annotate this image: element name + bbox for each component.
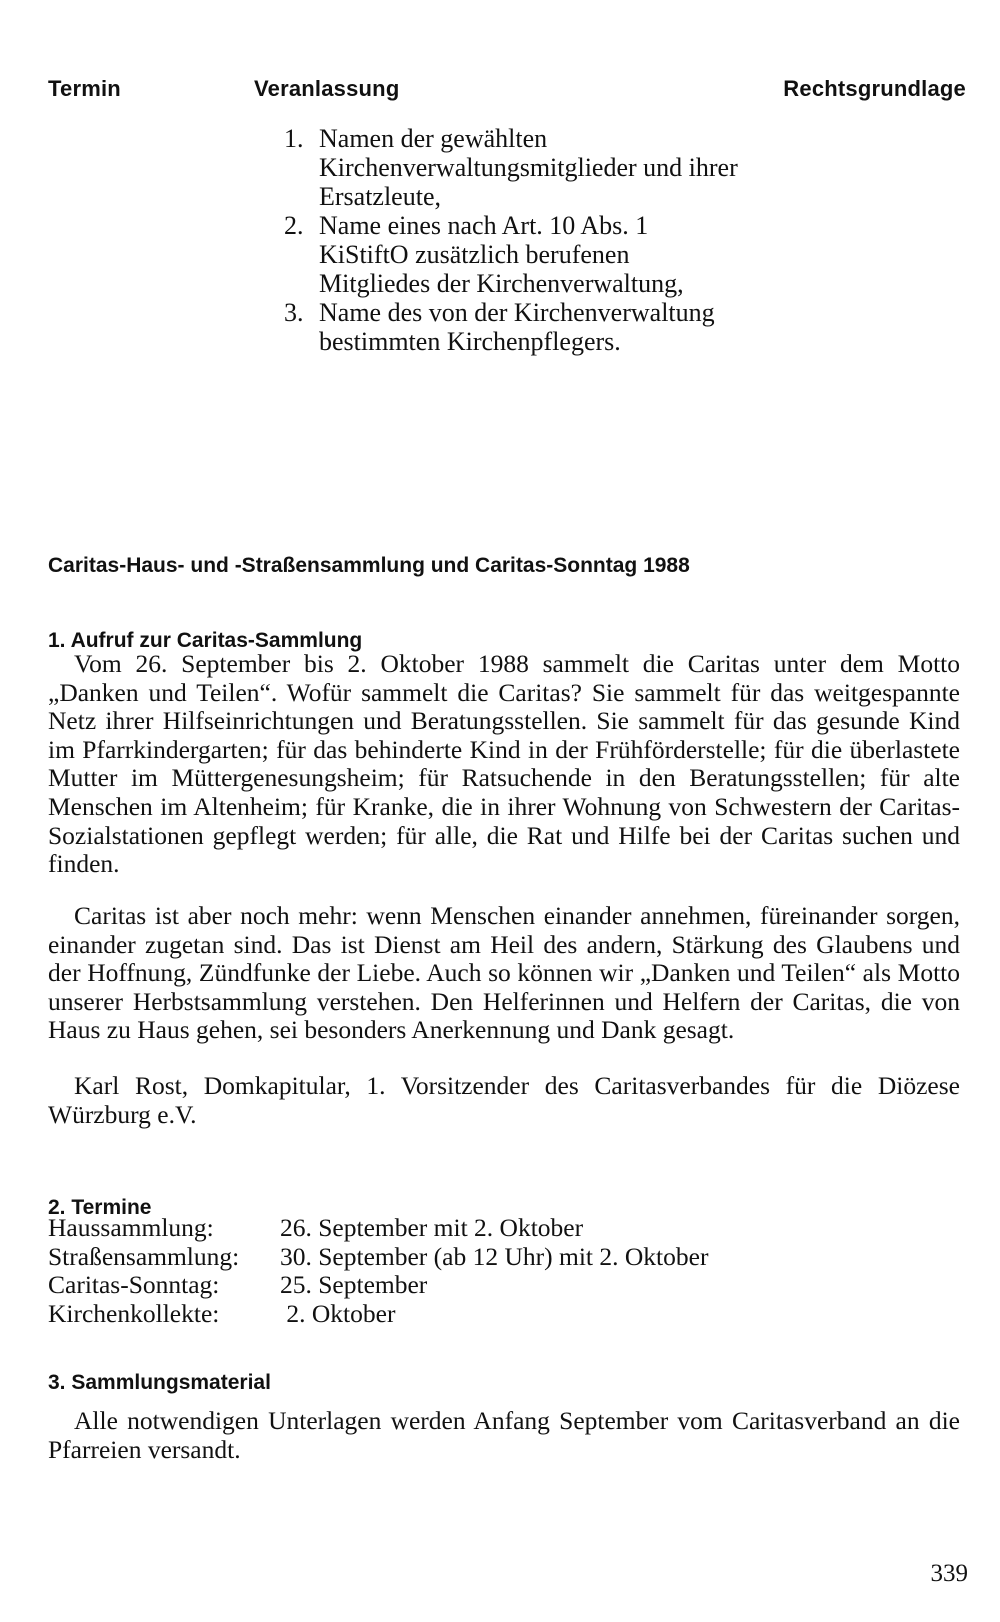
document-page (48, 0, 968, 1622)
table-row (48, 1271, 708, 1300)
table-row (48, 1214, 708, 1243)
heading-sammlungsmaterial: 3. Sammlungsmaterial (48, 1371, 271, 1394)
column-header-termin: Termin (48, 76, 121, 101)
termine-label: Caritas-Sonntag: (48, 1270, 220, 1300)
column-header-rechtsgrundlage: Rechtsgrundlage (783, 76, 966, 101)
termine-value: 26. September mit 2. Oktober (280, 1213, 584, 1242)
veranlassung-list (284, 124, 744, 356)
list-item-number: 2. (284, 211, 304, 240)
termine-label: Kirchenkollekte: (48, 1298, 220, 1328)
paragraph-aufruf-2: Caritas ist aber noch mehr: wenn Menschen einander annehmen, füreinander sorgen, einander zugetan sind. Das ist Dienst am Heil des andern, Stärkung des Glaubens und der Hoffnung, Zündfunke der Liebe. Auch so können wir „Danken und Teilen“ als Motto unserer Herbstsammlung verstehen. Den Helferinnen und Helfern der Caritas, die von Haus zu Haus gehen, sei besonders Anerkennung und Dank gesagt. (48, 901, 960, 1045)
list-item-text: Name eines nach Art. 10 Abs. 1 KiStiftO zusätzlich berufenen Mitgliedes der Kirchenverwaltung, (319, 211, 684, 298)
table-row (48, 1300, 708, 1329)
termine-value: 30. September (ab 12 Uhr) mit 2. Oktober (280, 1241, 709, 1271)
section-title: Caritas-Haus- und -Straßensammlung und Caritas-Sonntag 1988 (48, 554, 690, 577)
termine-label: Haussammlung: (48, 1213, 214, 1242)
page-number: 339 (930, 1560, 968, 1587)
heading-termine: 2. Termine (48, 1196, 152, 1219)
paragraph-aufruf-1: Vom 26. September bis 2. Oktober 1988 sammelt die Caritas unter dem Motto „Danken und Teilen“. Wofür sammelt die Caritas? Sie sammelt für das weitgespannte Netz ihrer Hilfseinrichtungen und Beratungsstellen. Sie sammelt für das gesunde Kind im Pfarrkindergarten; für das behinderte Kind in der Frühförderstelle; für die überlastete Mutter im Müttergenesungsheim; für Ratsuchende in den Beratungsstellen; für alte Menschen im Altenheim; für Kranke, die in ihrer Wohnung von Schwestern der Caritas-Sozialstationen gepflegt werden; für alle, die Rat und Hilfe bei der Caritas suchen und finden. (48, 649, 960, 879)
list-item (284, 298, 744, 356)
heading-aufruf: 1. Aufruf zur Caritas-Sammlung (48, 629, 363, 652)
list-item-number: 3. (284, 298, 304, 327)
column-header-veranlassung: Veranlassung (254, 76, 400, 101)
list-item-number: 1. (284, 124, 304, 153)
table-row (48, 1243, 708, 1272)
list-item-text: Namen der gewählten Kirchenverwaltungsmitglieder und ihrer Ersatzleute, (319, 124, 738, 211)
list-item-text: Name des von der Kirchenverwaltung bestimmten Kirchenpflegers. (319, 298, 715, 356)
list-item (284, 211, 744, 298)
termine-value: 25. September (280, 1270, 428, 1300)
list-item (284, 124, 744, 211)
paragraph-sammlungsmaterial: Alle notwendigen Unterlagen werden Anfang September vom Caritasverband an die Pfarreien versandt. (48, 1406, 960, 1464)
termine-value: 2. Oktober (280, 1298, 396, 1328)
termine-label: Straßensammlung: (48, 1241, 240, 1271)
termine-table (48, 1214, 708, 1328)
paragraph-signature: Karl Rost, Domkapitular, 1. Vorsitzender des Caritasverbandes für die Diözese Würzburg e.V. (48, 1071, 960, 1129)
